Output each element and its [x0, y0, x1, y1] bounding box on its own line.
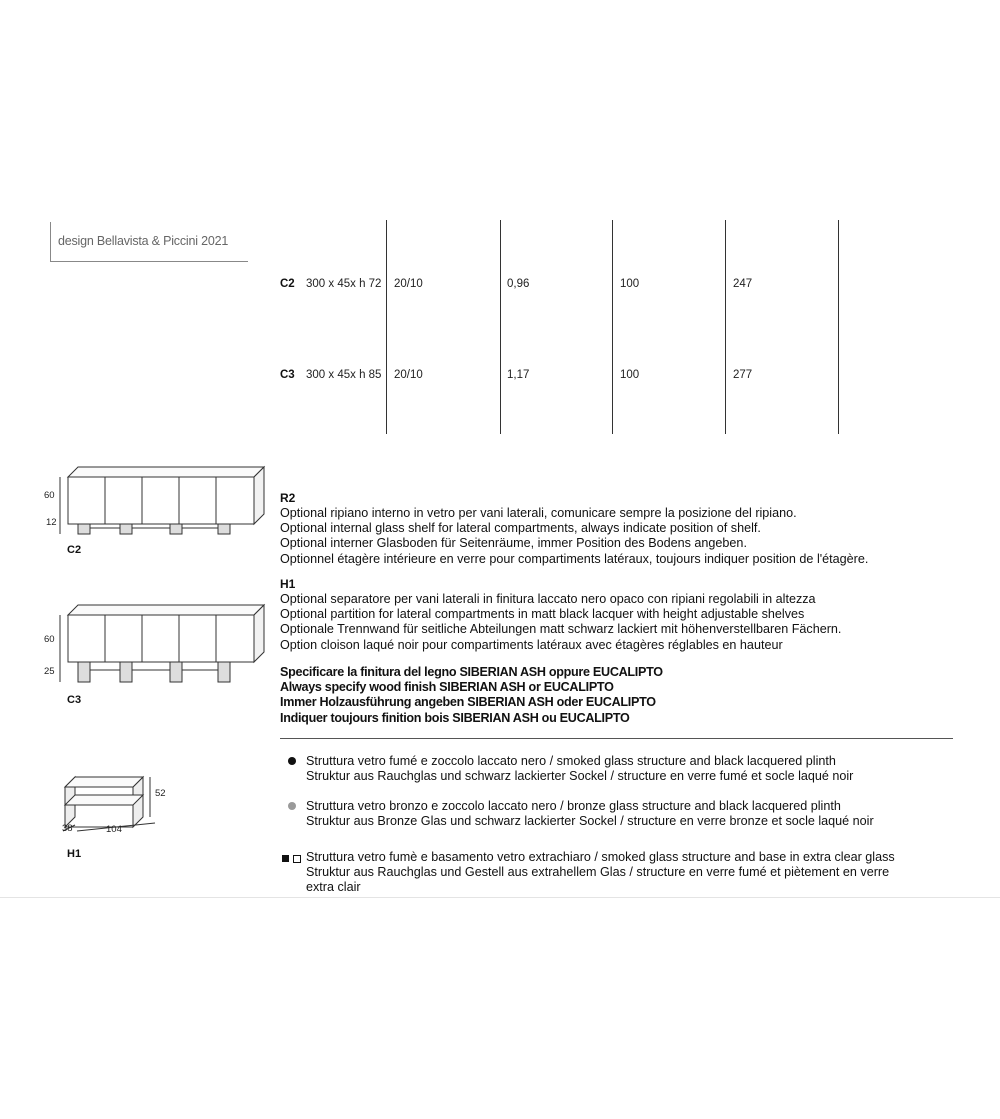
finish-note — [280, 665, 663, 726]
row-value: 277 — [733, 369, 753, 381]
text-line: Struttura vetro bronzo e zoccolo laccato nero / bronze glass structure and black lacquered plinth — [306, 799, 841, 813]
c2-label: C2 — [67, 544, 82, 556]
c3-height-top: 60 — [44, 634, 55, 645]
h1-width: 104 — [106, 824, 122, 835]
sideboard-c3-drawing — [40, 600, 275, 690]
option-h1-text — [280, 592, 841, 653]
text-line: Optional internal glass shelf for lateral compartments, always indicate position of shelf. — [280, 521, 761, 536]
c2-height-top: 60 — [44, 490, 55, 501]
table-rule — [725, 220, 726, 434]
table-rule — [386, 220, 387, 434]
designer-frame-left — [50, 222, 51, 262]
black-dot-icon — [288, 757, 296, 765]
row-value: 20/10 — [394, 369, 423, 381]
table-rule — [500, 220, 501, 434]
row-value: 0,96 — [507, 278, 530, 290]
text-line: Optionnel étagère intérieure en verre pour compartiments latéraux, toujours indiquer position de l'étagère. — [280, 551, 869, 566]
row-dimensions: 300 x 45x h 72 — [306, 278, 382, 290]
designer-credit: design Bellavista & Piccini 2021 — [58, 234, 229, 248]
legend-item — [306, 799, 874, 829]
text-line: Immer Holzausführung angeben SIBERIAN ASH oder EUCALIPTO — [280, 695, 656, 710]
option-r2-title: R2 — [280, 491, 296, 505]
text-line: Indiquer toujours finition bois SIBERIAN ASH ou EUCALIPTO — [280, 710, 630, 725]
text-line: Struktur aus Rauchglas und schwarz lackierter Sockel / structure en verre fumé et socle laqué noir — [306, 769, 854, 784]
text-line: Struttura vetro fumé e zoccolo laccato nero / smoked glass structure and black lacquered plinth — [306, 754, 836, 768]
legend-item — [306, 850, 895, 896]
table-rule — [838, 220, 839, 434]
white-square-icon — [293, 855, 301, 863]
text-line: Optionale Trennwand für seitliche Abteilungen matt schwarz lackiert mit höhenverstellbaren Fächern. — [280, 622, 842, 637]
table-rule — [612, 220, 613, 434]
c3-height-base: 25 — [44, 666, 55, 677]
row-dimensions: 300 x 45x h 85 — [306, 369, 382, 381]
text-line: Optional separatore per vani laterali in finitura laccato nero opaco con ripiani regolabili in altezza — [280, 592, 816, 606]
row-value: 1,17 — [507, 369, 530, 381]
text-line: Option cloison laqué noir pour compartiments latéraux avec étagères réglables en hauteur — [280, 637, 783, 652]
text-line: extra clair — [306, 880, 361, 895]
c3-label: C3 — [67, 694, 82, 706]
h1-label: H1 — [67, 848, 82, 860]
row-code: C3 — [280, 369, 295, 381]
text-line: Struttura vetro fumè e basamento vetro extrachiaro / smoked glass structure and base in extra clear glass — [306, 850, 895, 864]
row-value: 247 — [733, 278, 753, 290]
sideboard-c2-drawing — [40, 455, 275, 545]
row-value: 100 — [620, 369, 640, 381]
black-square-icon — [282, 855, 289, 862]
row-value: 20/10 — [394, 278, 423, 290]
grey-dot-icon — [288, 802, 296, 810]
option-r2-text — [280, 506, 868, 567]
page-bottom-edge — [0, 897, 1000, 898]
text-line: Struktur aus Bronze Glas und schwarz lackierter Sockel / structure en verre bronze et socle laqué noir — [306, 814, 874, 829]
row-code: C2 — [280, 278, 295, 290]
h1-depth: 38 — [62, 823, 73, 834]
c2-height-base: 12 — [46, 517, 57, 528]
legend-item — [306, 754, 853, 784]
designer-frame-bottom — [50, 261, 248, 262]
text-line: Specificare la finitura del legno SIBERIAN ASH oppure EUCALIPTO — [280, 665, 663, 679]
text-line: Optional partition for lateral compartments in matt black lacquer with height adjustable shelves — [280, 607, 805, 622]
text-line: Optional interner Glasboden für Seitenräume, immer Position des Bodens angeben. — [280, 536, 747, 551]
option-h1-title: H1 — [280, 577, 296, 591]
text-line: Always specify wood finish SIBERIAN ASH or EUCALIPTO — [280, 680, 614, 695]
h1-height: 52 — [155, 788, 166, 799]
divider — [280, 738, 953, 739]
text-line: Struktur aus Rauchglas und Gestell aus extrahellem Glas / structure en verre fumé et piètement en verre — [306, 865, 890, 880]
text-line: Optional ripiano interno in vetro per vani laterali, comunicare sempre la posizione del ripiano. — [280, 506, 797, 520]
row-value: 100 — [620, 278, 640, 290]
